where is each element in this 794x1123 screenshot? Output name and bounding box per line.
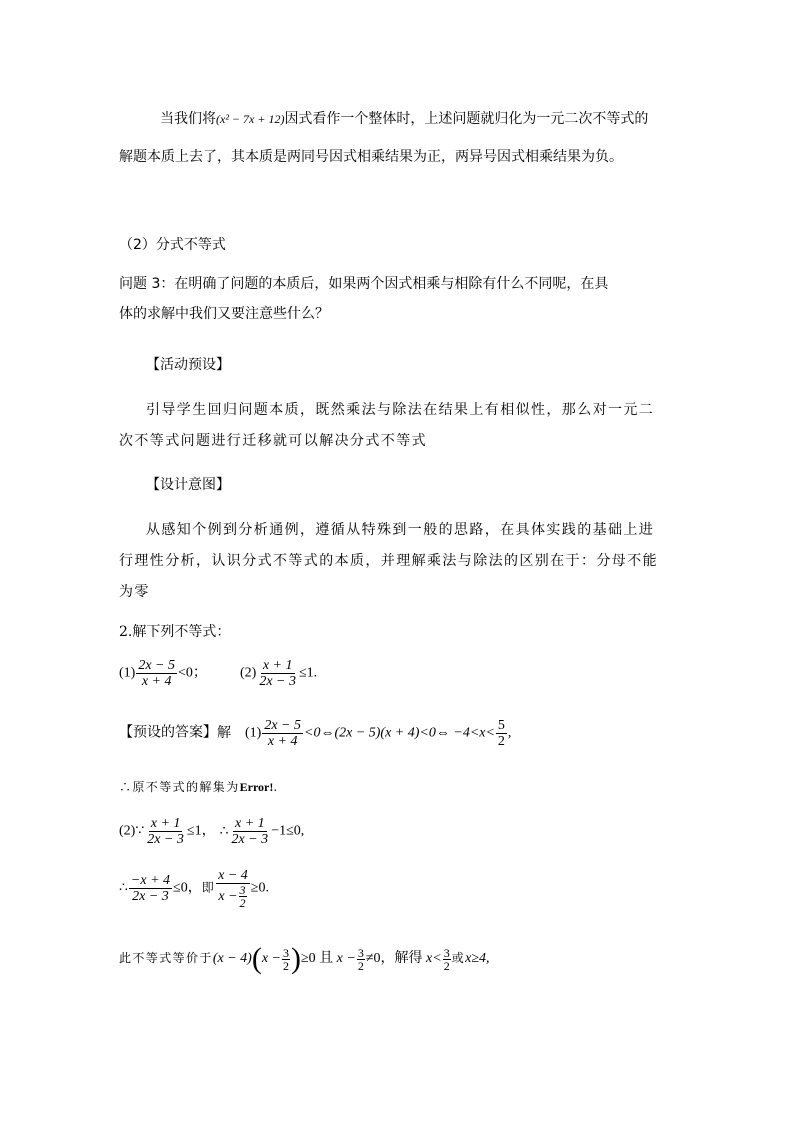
- activity-line2: 次不等式问题进行迁移就可以解决分式不等式: [119, 433, 427, 449]
- step4-fraction2-numerator: 3: [357, 945, 364, 960]
- para1-line2: 解题本质上去了，其本质是两同号因式相乘结果为正，两异号因式相乘结果为负。: [119, 149, 623, 165]
- step3-inner-numerator: 3: [239, 883, 246, 897]
- conclusion-error: Error!: [239, 780, 274, 794]
- design-line1: 从感知个例到分析通例，遵循从特殊到一般的思路，在具体实践的基础上进: [146, 522, 655, 538]
- answer-conclusion: [119, 778, 277, 795]
- problem1-numerator: 2x − 5: [138, 658, 175, 673]
- step4-prefix: 此不等式等价于: [119, 951, 213, 966]
- step2-label: (2)∵: [119, 823, 145, 839]
- answer1-label: (1): [245, 725, 262, 741]
- step4-fraction3-numerator: 3: [443, 945, 450, 960]
- answer1-bound-numerator: 5: [497, 718, 505, 733]
- answer-step2: [119, 816, 304, 847]
- step4-or: 或: [451, 951, 466, 966]
- problem2-relation: ≤1.: [299, 665, 318, 681]
- answer-step3: [119, 868, 269, 909]
- problem1-relation: <0；: [178, 665, 207, 681]
- step3-fraction-a: [129, 873, 172, 904]
- problem2-numerator: x + 1: [262, 658, 293, 673]
- step4-factor1: (x − 4): [212, 951, 252, 967]
- step4-end: x≥4,: [465, 951, 490, 967]
- step3-denominator-b: [216, 884, 249, 909]
- step4-neq: ≠0，解得: [365, 951, 423, 967]
- step3-relation: ≤0，: [173, 880, 202, 896]
- answer1-denominator: x + 4: [267, 734, 298, 749]
- problem1-label: (1): [119, 665, 136, 681]
- para1-line1: [160, 108, 648, 128]
- step4-x: x −: [336, 951, 356, 967]
- design-line3: 为零: [119, 584, 150, 600]
- answer1-chain: <0⇔(2x − 5)(x + 4)<0⇔ −4<x<: [304, 725, 495, 741]
- answer-jie: 解: [217, 724, 231, 741]
- question3-line1: 问题 3：在明确了问题的本质后，如果两个因式相乘与相除有什么不同呢，在具: [119, 276, 609, 292]
- answer-heading: 【预设的答案】: [119, 724, 217, 741]
- step3-denominator-b-text: x −: [218, 889, 238, 904]
- answer1-fraction: [262, 718, 303, 749]
- step3-denominator-b-fraction: [239, 884, 247, 909]
- step2-relation: ≤1，: [186, 823, 216, 839]
- step3-denominator-a: 2x − 3: [132, 889, 169, 904]
- step3-numerator-a: −x + 4: [130, 873, 171, 888]
- step2-therefore: ∴: [219, 823, 229, 839]
- step3-inner-denominator: 2: [239, 896, 246, 910]
- step4-fraction1-denominator: 2: [282, 958, 289, 973]
- step3-numerator-b: x − 4: [218, 868, 248, 883]
- step2-fraction-a: [145, 816, 186, 847]
- step3-ji: 即: [201, 880, 216, 895]
- design-heading: 【设计意图】: [146, 477, 230, 493]
- step4-fraction2: [357, 947, 365, 972]
- para1-expression: (x² − 7x + 12): [216, 112, 285, 126]
- step2-fraction-b: [230, 816, 271, 847]
- problem2-denominator: 2x − 3: [259, 674, 296, 689]
- answer1-tail: ,: [507, 725, 512, 741]
- answer1-bound-fraction: [496, 718, 507, 749]
- para1-line1-post: 因式看作一个整体时，上述问题就归化为一元二次不等式的: [284, 111, 649, 127]
- step4-fraction2-denominator: 2: [357, 958, 364, 973]
- exercise-problem-1: [119, 658, 207, 689]
- question3-line2: 体的求解中我们又要注意些什么？: [119, 306, 329, 322]
- section-heading: （2）分式不等式: [119, 237, 226, 253]
- step4-right-paren: ): [290, 942, 301, 975]
- problem1-fraction: [136, 658, 177, 689]
- step3-fraction-b: [216, 868, 250, 909]
- activity-line1: 引导学生回归问题本质，既然乘法与除法在结果上有相似性，那么对一元二: [146, 402, 655, 418]
- step4-relation: ≥0 且: [300, 951, 334, 967]
- step2-tail: −1≤0,: [271, 823, 305, 839]
- step4-x2: x<: [426, 951, 442, 967]
- step4-left-paren: (: [251, 942, 262, 975]
- step4-fraction3: [443, 947, 451, 972]
- exercise-title: 2.解下列不等式：: [119, 624, 231, 640]
- step3-tail: ≥0.: [250, 880, 269, 896]
- para1-line1-pre: 当我们将: [160, 111, 216, 127]
- step2-denominator-a: 2x − 3: [147, 832, 184, 847]
- step3-therefore: ∴: [119, 880, 128, 896]
- answer-line1: [119, 718, 511, 749]
- conclusion-text: ∴原不等式的解集为: [119, 780, 240, 794]
- answer-step4: [119, 944, 490, 974]
- exercise-problem-2: [240, 658, 317, 689]
- problem2-label: (2): [240, 665, 257, 681]
- answer1-numerator: 2x − 5: [264, 718, 301, 733]
- step4-fraction1: [282, 947, 290, 972]
- step2-denominator-b: 2x − 3: [231, 832, 269, 847]
- activity-heading: 【活动预设】: [146, 357, 230, 373]
- problem1-denominator: x + 4: [141, 674, 172, 689]
- design-line2: 行理性分析，认识分式不等式的本质，并理解乘法与除法的区别在于：分母不能: [119, 553, 658, 569]
- answer1-bound-denominator: 2: [497, 734, 505, 749]
- problem2-fraction: [257, 658, 298, 689]
- step2-numerator-b: x + 1: [235, 816, 265, 831]
- step4-fraction1-numerator: 3: [282, 945, 289, 960]
- step2-numerator-a: x + 1: [150, 816, 181, 831]
- conclusion-period: .: [273, 780, 278, 794]
- step4-fraction3-denominator: 2: [443, 958, 450, 973]
- step4-inner: x −: [261, 951, 281, 967]
